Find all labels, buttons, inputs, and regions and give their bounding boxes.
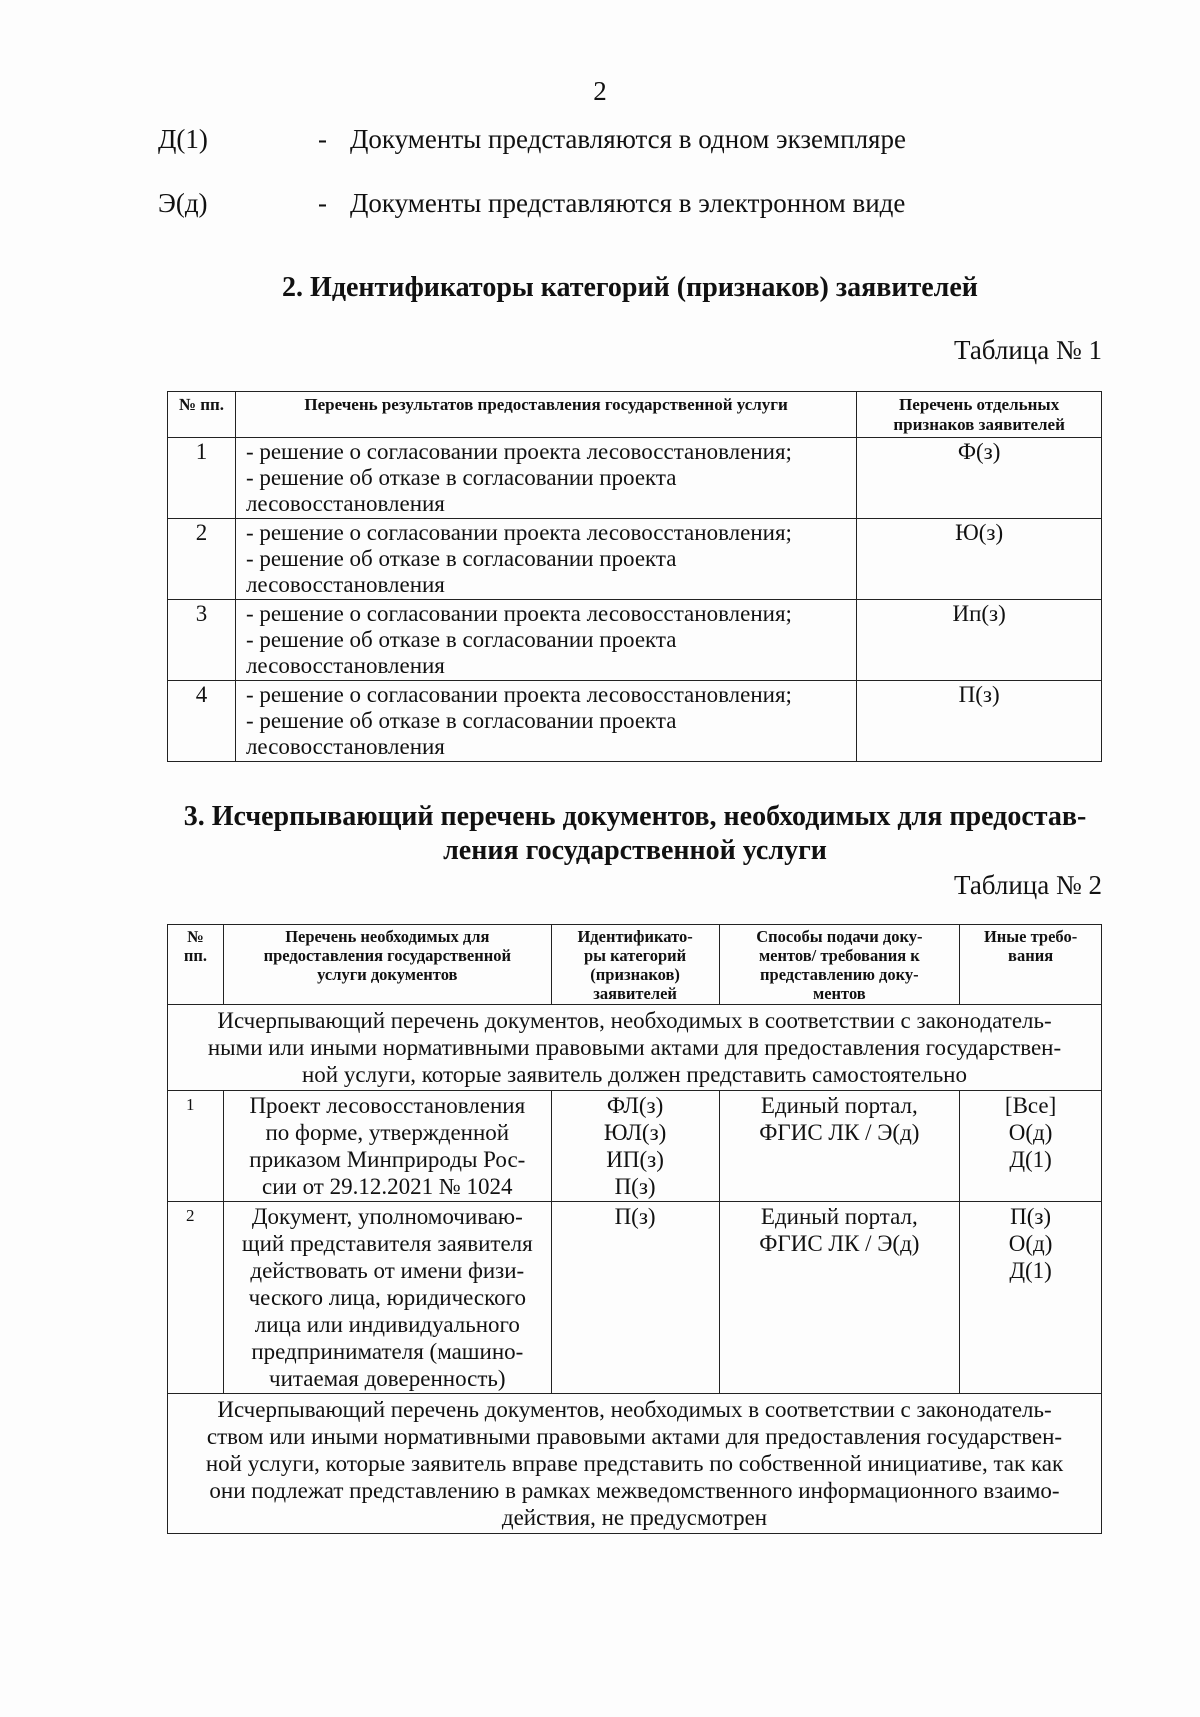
method-line: Единый портал, <box>760 1093 918 1118</box>
header-line: вания <box>1008 946 1054 965</box>
doc-line: действовать от имени физи- <box>250 1258 525 1283</box>
header-other-requirements <box>960 925 1102 1005</box>
table-row <box>168 681 1102 762</box>
group-line: Исчерпывающий перечень документов, необходимых в соответствии с законодатель- <box>217 1008 1052 1033</box>
header-line: ментов <box>812 984 866 1003</box>
doc-line: Документ, уполномочиваю- <box>251 1204 523 1229</box>
result-line: лесовосстановления <box>245 491 445 516</box>
result-line: - решение об отказе в согласовании проекта <box>245 627 677 652</box>
header-line: услуги документов <box>317 965 458 984</box>
table-row <box>168 519 1102 600</box>
header-num: № пп. <box>168 392 236 438</box>
row-code: П(з) <box>857 681 1102 762</box>
table-row <box>168 1091 1102 1202</box>
legend-dash: - <box>318 188 327 218</box>
id-line: П(з) <box>614 1204 656 1229</box>
row-results <box>235 600 856 681</box>
table-row <box>168 600 1102 681</box>
header-line: Иные требо- <box>983 927 1078 946</box>
doc-line: лица или индивидуального <box>254 1312 520 1337</box>
header-line: заявителей <box>593 984 677 1003</box>
row-document <box>223 1091 551 1202</box>
result-line: - решение об отказе в согласовании проекта <box>245 465 677 490</box>
method-line: ФГИС ЛК / Э(д) <box>759 1231 920 1256</box>
legend-code: Э(д) <box>158 188 208 218</box>
legend-description: Документы представляются в одном экземпляре <box>350 124 906 154</box>
other-line: Д(1) <box>1009 1147 1052 1172</box>
other-line: П(з) <box>1010 1204 1052 1229</box>
doc-line: ческого лица, юридического <box>248 1285 526 1310</box>
id-line: ИП(з) <box>606 1147 664 1172</box>
row-code: Ф(з) <box>857 438 1102 519</box>
group-line: ной услуги, которые заявитель должен представить самостоятельно <box>302 1062 967 1087</box>
row-other <box>960 1091 1102 1202</box>
group-line: ными или иными нормативными правовыми актами для предоставления государствен- <box>207 1035 1062 1060</box>
table1-caption: Таблица № 1 <box>954 335 1102 365</box>
row-methods <box>719 1091 960 1202</box>
header-identifiers <box>551 925 719 1005</box>
header-line: предоставления государственной <box>263 946 512 965</box>
row-results <box>235 681 856 762</box>
header-results: Перечень результатов предоставления государственной услуги <box>235 392 856 438</box>
row-number: 1 <box>168 1091 224 1202</box>
row-identifiers <box>551 1091 719 1202</box>
doc-line: сии от 29.12.2021 № 1024 <box>262 1174 513 1199</box>
row-number: 2 <box>168 519 236 600</box>
row-identifiers <box>551 1202 719 1394</box>
header-methods <box>719 925 960 1005</box>
group2-description <box>168 1394 1102 1534</box>
group-line: ством или иными нормативными правовыми актами для предоставления государствен- <box>206 1424 1063 1449</box>
header-line: ментов/ требования к <box>758 946 920 965</box>
header-line: Идентификато- <box>577 927 693 946</box>
id-line: ЮЛ(з) <box>603 1120 667 1145</box>
method-line: ФГИС ЛК / Э(д) <box>759 1120 920 1145</box>
result-line: - решение об отказе в согласовании проекта <box>245 708 677 733</box>
doc-line: читаемая доверенность) <box>269 1366 506 1391</box>
header-line: № <box>187 927 204 946</box>
header-line: ры категорий <box>583 946 687 965</box>
table-row <box>168 438 1102 519</box>
doc-line: предпринимателя (машино- <box>251 1339 524 1364</box>
other-line: О(д) <box>1008 1231 1053 1256</box>
header-num <box>168 925 224 1005</box>
table2-caption: Таблица № 2 <box>954 870 1102 900</box>
table-2-header-row <box>168 925 1102 1005</box>
table-1-header-row <box>168 392 1102 438</box>
row-number: 2 <box>168 1202 224 1394</box>
result-line: - решение об отказе в согласовании проекта <box>245 546 677 571</box>
table-2-group1-row <box>168 1005 1102 1091</box>
result-line: - решение о согласовании проекта лесовосстановления; <box>245 439 792 464</box>
group-line: они подлежат представлению в рамках межведомственного информационного взаимо- <box>209 1478 1060 1503</box>
section3-heading-line: 3. Исчерпывающий перечень документов, необходимых для предостав- <box>183 801 1087 832</box>
section3-heading-line: ления государственной услуги <box>443 835 827 866</box>
table-1 <box>167 391 1102 762</box>
row-other <box>960 1202 1102 1394</box>
row-document <box>223 1202 551 1394</box>
doc-line: приказом Минприроды Рос- <box>249 1147 526 1172</box>
result-line: - решение о согласовании проекта лесовосстановления; <box>245 520 792 545</box>
header-line: пп. <box>183 946 208 965</box>
table-2-group2-row <box>168 1394 1102 1534</box>
table-row <box>168 1202 1102 1394</box>
row-code: Ю(з) <box>857 519 1102 600</box>
header-features: Перечень отдельных признаков заявителей <box>857 392 1102 438</box>
row-results <box>235 438 856 519</box>
id-line: ФЛ(з) <box>606 1093 664 1118</box>
result-line: лесовосстановления <box>245 734 445 759</box>
other-line: О(д) <box>1008 1120 1053 1145</box>
row-number: 4 <box>168 681 236 762</box>
section3-heading <box>0 800 1200 868</box>
header-line: Способы подачи доку- <box>756 927 923 946</box>
other-line: Д(1) <box>1009 1258 1052 1283</box>
header-documents <box>223 925 551 1005</box>
group-line: действия, не предусмотрен <box>501 1505 768 1530</box>
result-line: лесовосстановления <box>245 572 445 597</box>
result-line: - решение о согласовании проекта лесовосстановления; <box>245 682 792 707</box>
group1-description <box>168 1005 1102 1091</box>
group-line: ной услуги, которые заявитель вправе представить по собственной инициативе, так как <box>205 1451 1064 1476</box>
row-number: 1 <box>168 438 236 519</box>
row-methods <box>719 1202 960 1394</box>
id-line: П(з) <box>614 1174 656 1199</box>
result-line: лесовосстановления <box>245 653 445 678</box>
method-line: Единый портал, <box>760 1204 918 1229</box>
doc-line: по форме, утвержденной <box>265 1120 510 1145</box>
doc-line: Проект лесовосстановления <box>249 1093 526 1118</box>
header-line: (признаков) <box>590 965 680 984</box>
doc-line: щий представителя заявителя <box>241 1231 533 1256</box>
legend-dash: - <box>318 124 327 154</box>
legend-description: Документы представляются в электронном виде <box>350 188 906 218</box>
row-results <box>235 519 856 600</box>
legend-code: Д(1) <box>158 124 208 154</box>
header-line: представлению доку- <box>760 965 919 984</box>
page-number: 2 <box>593 76 607 106</box>
section2-heading: 2. Идентификаторы категорий (признаков) заявителей <box>282 272 978 303</box>
table-2 <box>167 924 1102 1534</box>
other-line: [Все] <box>1004 1093 1057 1118</box>
header-line: Перечень необходимых для <box>285 927 490 946</box>
row-number: 3 <box>168 600 236 681</box>
row-code: Ип(з) <box>857 600 1102 681</box>
group-line: Исчерпывающий перечень документов, необходимых в соответствии с законодатель- <box>217 1397 1052 1422</box>
result-line: - решение о согласовании проекта лесовосстановления; <box>245 601 792 626</box>
